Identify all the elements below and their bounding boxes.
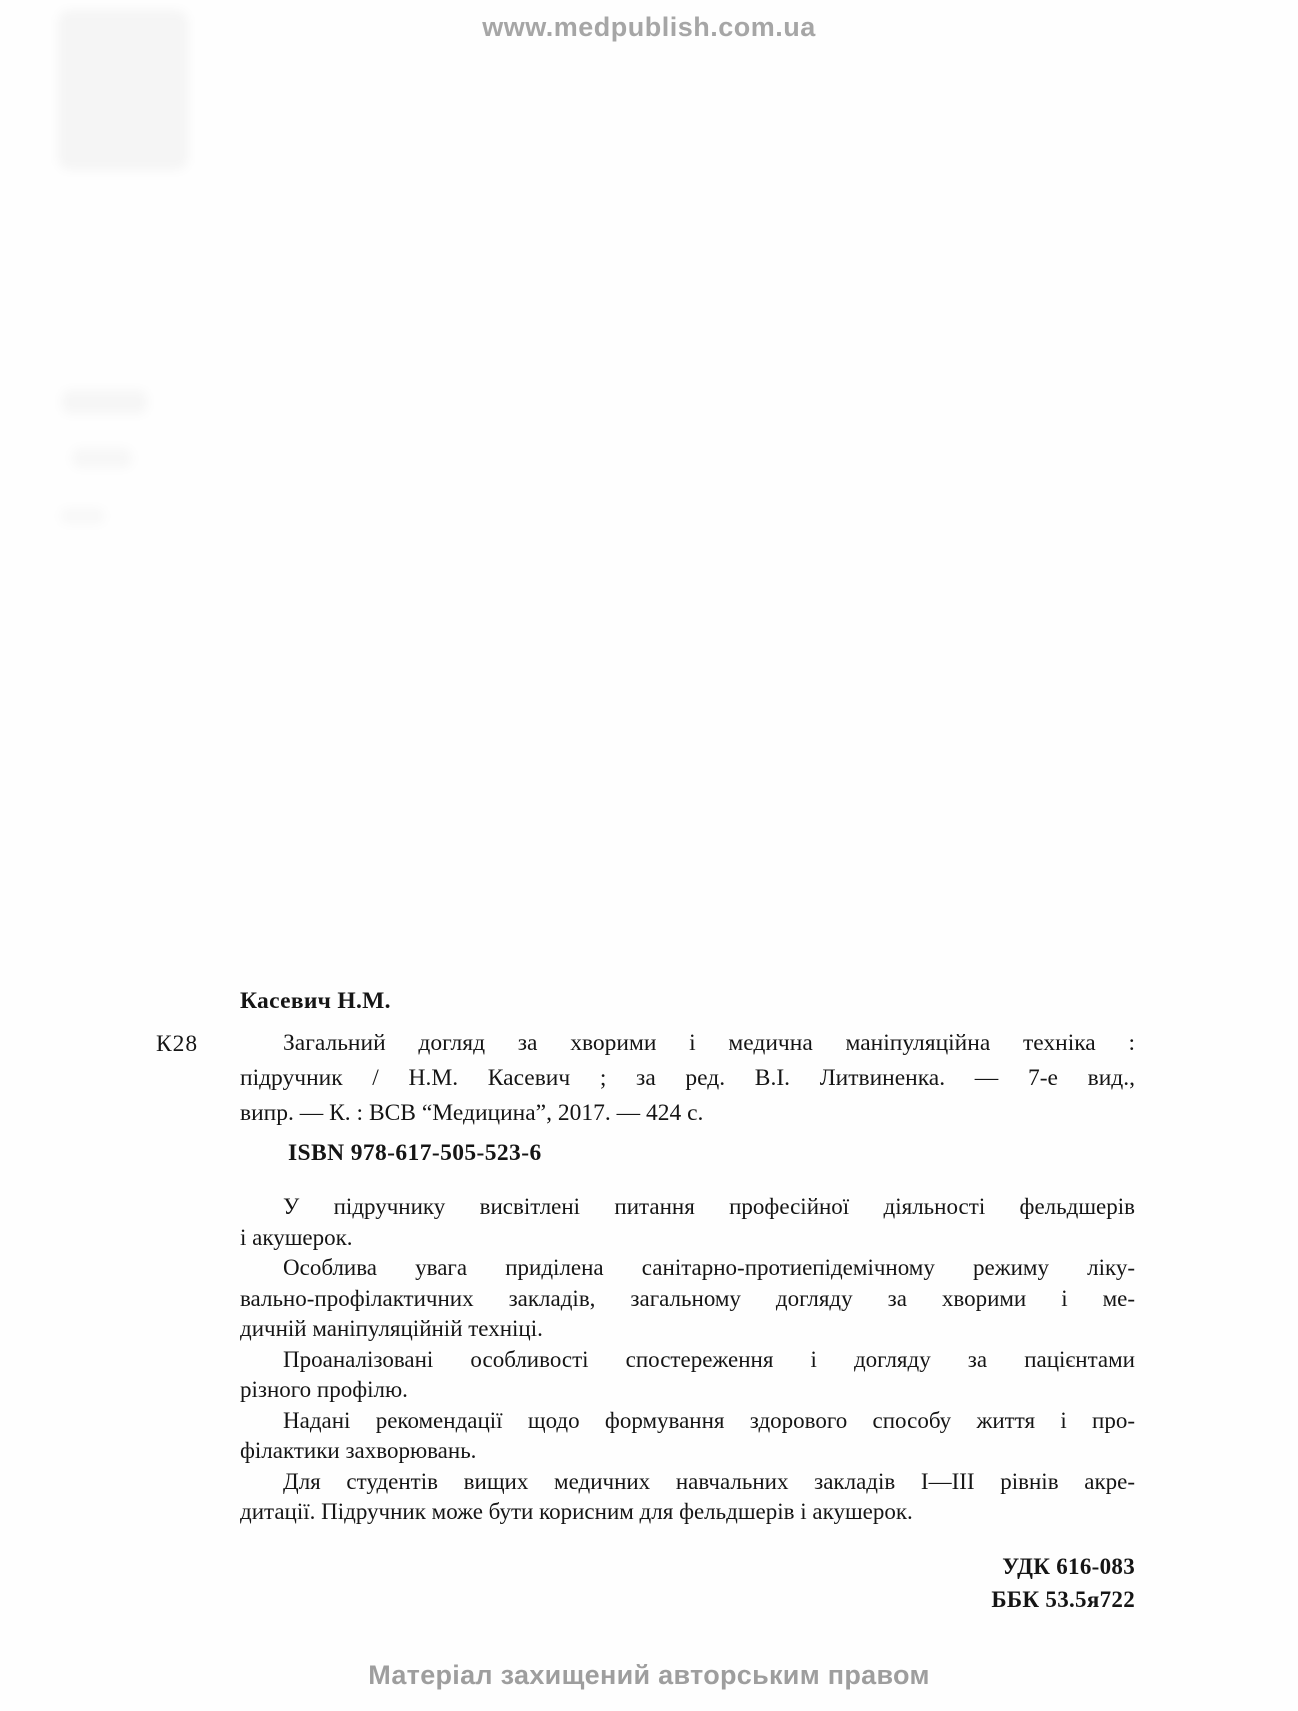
text-line: різного профілю.: [240, 1377, 408, 1402]
text-line: Загальний догляд за хворими і медична маніпуляційна техніка :: [283, 1030, 1135, 1056]
scan-artifact: [62, 390, 147, 414]
text-line: і акушерок.: [240, 1224, 353, 1250]
author-name: Касевич Н.М.: [240, 988, 391, 1014]
annotation-paragraph-5: [240, 1467, 1135, 1528]
annotation-paragraph-2: [240, 1253, 1135, 1345]
text-line: Надані рекомендації щодо формування здорового способу життя і про-: [283, 1407, 1135, 1433]
text-line: підручник / Н.М. Касевич ; за ред. В.І. Литвиненка. — 7-е вид.,: [240, 1065, 1135, 1091]
text-line: Проаналізовані особливості спостереження і догляду за пацієнтами: [283, 1346, 1135, 1372]
scan-artifact: [60, 508, 105, 524]
copyright-notice: Матеріал захищений авторським правом: [368, 1660, 930, 1690]
annotation-paragraph-3: [240, 1345, 1135, 1406]
publisher-url: www.medpublish.com.ua: [482, 12, 816, 42]
bbk-code: ББК 53.5я722: [991, 1587, 1135, 1612]
text-line: вально-профілактичних закладів, загальному догляду за хворими і ме-: [240, 1285, 1135, 1311]
text-line: Особлива увага приділена санітарно-протиепідемічному режиму ліку-: [283, 1255, 1135, 1280]
catalog-index-code: К28: [156, 1031, 199, 1057]
annotation-paragraph-4: [240, 1406, 1135, 1467]
text-line: випр. — К. : ВСВ “Медицина”, 2017. — 424 с.: [240, 1100, 704, 1126]
classification-codes: [991, 1550, 1135, 1616]
text-line: дитації. Підручник може бути корисним для фельдшерів і акушерок.: [240, 1499, 913, 1524]
text-line: У підручнику висвітлені питання професійної діяльності фельдшерів: [283, 1194, 1135, 1219]
bibliographic-description: [240, 1026, 1135, 1131]
annotation-block: [240, 1192, 1135, 1528]
scan-artifact: [72, 448, 132, 468]
annotation-paragraph-1: [240, 1192, 1135, 1253]
text-line: Для студентів вищих медичних навчальних закладів І—ІІІ рівнів акре-: [283, 1468, 1135, 1494]
udk-code: УДК 616-083: [1002, 1554, 1135, 1579]
text-line: філактики захворювань.: [240, 1438, 477, 1463]
text-line: дичній маніпуляційній техніці.: [240, 1316, 543, 1341]
isbn-number: ISBN 978-617-505-523-6: [288, 1140, 542, 1166]
